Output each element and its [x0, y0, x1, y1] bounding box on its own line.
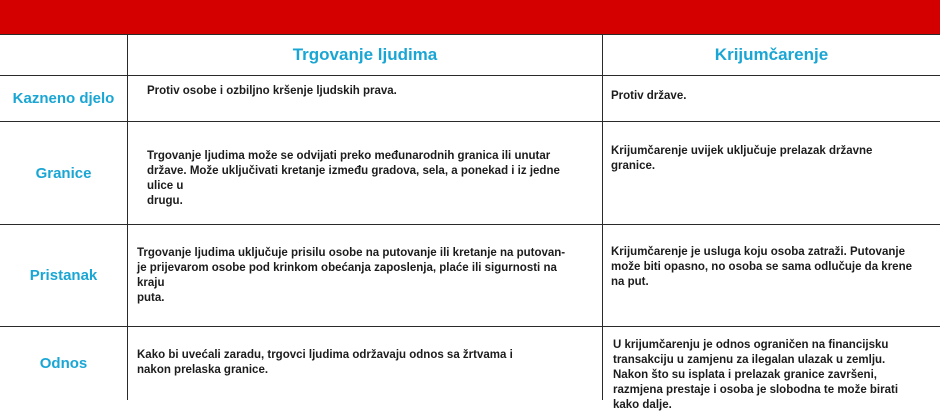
row-divider — [0, 224, 940, 225]
cell-trafficking-relationship: Kako bi uvećali zaradu, trgovci ljudima održavaju odnos sa žrtvama i nakon prelaska granice. — [137, 349, 513, 376]
column-divider — [127, 34, 128, 400]
cell-smuggling-borders: Krijumčarenje uvijek uključuje prelazak državne granice. — [611, 145, 873, 172]
cell-trafficking-borders: Trgovanje ljudima može se odvijati preko međunarodnih granica ili unutar države. Može uključivati kretanje između gradova, sela, a ponekad i iz jedne ulice u drugu. — [147, 150, 560, 207]
row-label-consent: Pristanak — [29, 267, 98, 284]
row-divider — [0, 326, 940, 327]
row-label-criminal-offense: Kazneno djelo — [12, 90, 115, 107]
header-smuggling: Krijumčarenje — [714, 45, 829, 64]
cell-smuggling-relationship: U krijumčarenju je odnos ograničen na financijsku transakciju u zamjenu za ilegalan ulazak u zemlju. Nakon što su isplata i prelazak granice završeni, razmjena prestaje i osoba je slobodna te može birati kako dalje. — [613, 339, 899, 411]
cell-smuggling-offense: Protiv države. — [611, 90, 687, 102]
top-banner — [0, 0, 940, 34]
header-trafficking: Trgovanje ljudima — [292, 45, 438, 64]
row-label-borders: Granice — [35, 164, 92, 182]
row-divider — [0, 121, 940, 122]
cell-trafficking-consent: Trgovanje ljudima uključuje prisilu osobe na putovanje ili kretanje na putovan- je prijevarom osobe pod krinkom obećanja zaposlenja, plaće ili sigurnosti na kraju puta. — [137, 247, 566, 304]
cell-trafficking-offense: Protiv osobe i ozbiljno kršenje ljudskih prava. — [147, 85, 397, 97]
cell-smuggling-consent: Krijumčarenje je usluga koju osoba zatraži. Putovanje može biti opasno, no osoba se sama odlučuje da krene na put. — [611, 246, 912, 288]
comparison-table — [0, 34, 940, 411]
row-label-relationship: Odnos — [39, 355, 88, 372]
column-divider — [602, 34, 603, 400]
